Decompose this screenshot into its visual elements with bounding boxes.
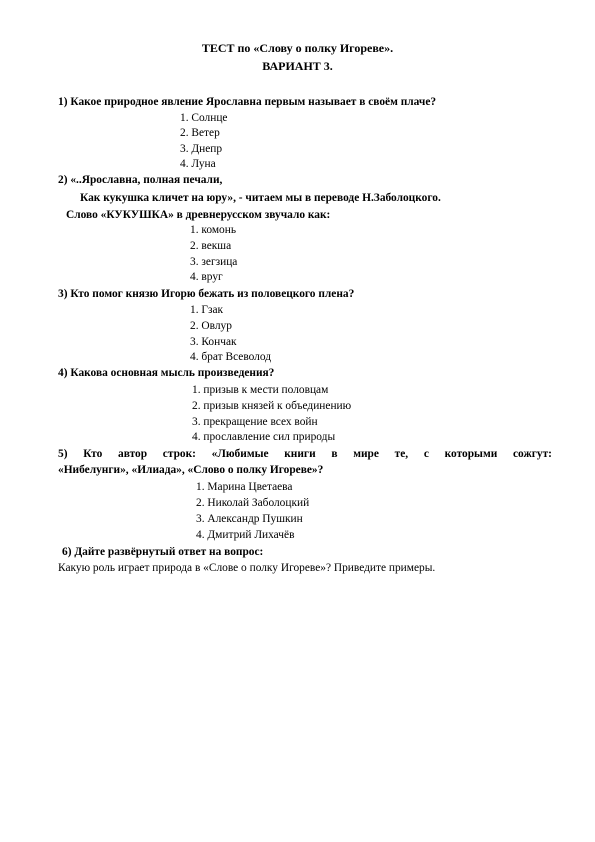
q5-word: в (331, 448, 338, 460)
variant-heading: ВАРИАНТ 3. (262, 59, 333, 73)
q3-option-2: 2. Овлур (190, 320, 232, 332)
question-5-line-1 (58, 448, 552, 460)
q5-word: с (423, 448, 429, 460)
question-3: 3) Кто помог князю Игорю бежать из половецкого плена? (58, 288, 355, 300)
q4-option-3: 3. прекращение всех войн (192, 416, 318, 428)
q5-word: те, (394, 448, 409, 460)
q5-word: Кто (83, 448, 103, 460)
q5-word: 5) (58, 448, 68, 460)
q5-word: «Любимые (211, 448, 269, 460)
question-1: 1) Какое природное явление Ярославна первым называет в своём плаче? (58, 96, 437, 108)
q1-option-4: 4. Луна (180, 158, 216, 170)
q1-option-3: 3. Днепр (180, 143, 223, 155)
q5-word: книги (284, 448, 316, 460)
q5-option-3: 3. Александр Пушкин (196, 513, 303, 525)
question-2-line-1: 2) «..Ярославна, полная печали, (58, 174, 223, 186)
test-title: ТЕСТ по «Слову о полку Игореве». (201, 41, 394, 55)
q4-option-4: 4. прославление сил природы (192, 431, 336, 443)
q4-option-1: 1. призыв к мести половцам (192, 384, 329, 396)
question-2-line-2: Как кукушка кличет на юру», - читаем мы в переводе Н.Заболоцкого. (80, 192, 441, 204)
q2-option-3: 3. зегзица (190, 256, 238, 268)
q5-option-2: 2. Николай Заболоцкий (196, 497, 310, 509)
q1-option-1: 1. Солнце (180, 112, 228, 124)
question-4: 4) Какова основная мысль произведения? (58, 367, 275, 379)
q5-word: которыми (444, 448, 498, 460)
q2-option-4: 4. вруг (190, 271, 223, 283)
q5-word: мире (353, 448, 379, 460)
q2-option-2: 2. векша (190, 240, 232, 252)
question-6-prompt: Какую роль играет природа в «Слове о полку Игореве»? Приведите примеры. (58, 562, 436, 574)
question-2-line-3: Слово «КУКУШКА» в древнерусском звучало как: (66, 209, 331, 221)
q5-word: сожгут: (512, 448, 552, 460)
q4-option-2: 2. призыв князей к объединению (192, 400, 352, 412)
q5-word: строк: (162, 448, 196, 460)
q3-option-3: 3. Кончак (190, 336, 237, 348)
q5-option-4: 4. Дмитрий Лихачёв (196, 529, 295, 541)
q1-option-2: 2. Ветер (180, 127, 220, 139)
q2-option-1: 1. комонь (190, 224, 237, 236)
q3-option-1: 1. Гзак (190, 304, 224, 316)
q5-option-1: 1. Марина Цветаева (196, 481, 293, 493)
q3-option-4: 4. брат Всеволод (190, 351, 272, 363)
question-5-line-2: «Нибелунги», «Илиада», «Слово о полку Игореве»? (58, 464, 324, 476)
q5-word: автор (118, 448, 148, 460)
question-6: 6) Дайте развёрнутый ответ на вопрос: (62, 546, 264, 558)
